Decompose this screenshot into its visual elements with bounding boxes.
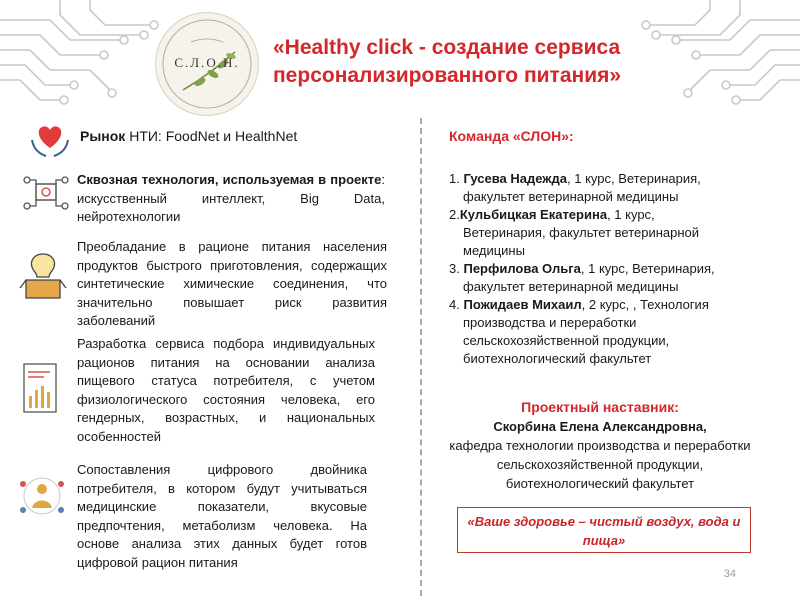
network-gear-icon bbox=[22, 172, 70, 214]
market-line bbox=[80, 128, 297, 144]
team-member bbox=[449, 170, 759, 206]
problem-paragraph: Преобладание в рационе питания населения продуктов быстрого приготовления, содержащих синтетические химические соединения, что значительно повышает риск развития заболеваний bbox=[77, 239, 387, 329]
member-name: Кульбицкая Екатерина bbox=[459, 207, 608, 222]
team-member bbox=[449, 206, 759, 260]
technology-label: Сквозная технология, используемая в проекте bbox=[77, 172, 382, 187]
digital-twin-paragraph: Сопоставления цифрового двойника потребителя, в котором будут учитываться медицинские показатели, вкусовые предпочтения, метаболизм человека. На основе анализа этих данных будет готов цифровой рацион питания bbox=[77, 462, 367, 570]
member-faculty: Ветеринария, факультет ветеринарной медицины bbox=[463, 225, 700, 258]
heart-hands-icon bbox=[28, 118, 72, 158]
team-title: Команда «СЛОН»: bbox=[449, 128, 574, 144]
page-number: 34 bbox=[723, 568, 736, 580]
report-chart-icon bbox=[20, 360, 60, 416]
lightbulb-box-icon bbox=[18, 250, 68, 302]
member-faculty: факультет ветеринарной медицины bbox=[463, 189, 679, 204]
member-info: , 1 курс, bbox=[607, 207, 655, 222]
member-name: Пожидаев Михаил bbox=[463, 297, 582, 312]
technology-text: : искусственный интеллект, Big Data, нейротехнологии bbox=[77, 172, 385, 225]
member-number: 1. bbox=[449, 171, 464, 186]
human-network-icon bbox=[16, 470, 68, 522]
mentor-details: кафедра технологии производства и переработки сельскохозяйственной продукции, биотехнологический факультет bbox=[449, 438, 751, 491]
column-divider bbox=[420, 118, 422, 596]
mentor-name: Скорбина Елена Александровна, bbox=[493, 419, 707, 434]
team-list bbox=[449, 170, 759, 368]
member-info: , 1 курс, Ветеринария, bbox=[567, 171, 701, 186]
technology-paragraph bbox=[77, 171, 385, 227]
member-faculty: производства и переработки сельскохозяйственной продукции, биотехнологический факультет bbox=[463, 315, 670, 366]
team-member bbox=[449, 296, 759, 368]
team-member bbox=[449, 260, 759, 296]
member-number: 2. bbox=[449, 207, 460, 222]
member-info: , 2 курс, , Технология bbox=[581, 297, 709, 312]
mentor-block bbox=[440, 398, 760, 493]
mentor-title: Проектный наставник: bbox=[521, 399, 679, 415]
member-name: Гусева Надежда bbox=[463, 171, 567, 186]
market-label: Рынок bbox=[80, 128, 126, 144]
member-number: 4. bbox=[449, 297, 464, 312]
market-value: НТИ: FoodNet и HealthNet bbox=[125, 128, 298, 144]
motto-box: «Ваше здоровье – чистый воздух, вода и пища» bbox=[457, 507, 751, 553]
logo-text: С.Л.О.Н. bbox=[174, 55, 240, 70]
member-name: Перфилова Ольга bbox=[463, 261, 581, 276]
solution-paragraph: Разработка сервиса подбора индивидуальных рационов питания на основании анализа пищевого статуса потребителя, с учетом физиологического состояния человека, его гендерных, возрастных, и национальных особенностей bbox=[77, 336, 375, 444]
member-number: 3. bbox=[449, 261, 464, 276]
slide-title: «Healthy click - создание сервиса персонализированного питания» bbox=[273, 36, 622, 87]
member-info: , 1 курс, Ветеринария, bbox=[580, 261, 715, 276]
member-faculty: факультет ветеринарной медицины bbox=[463, 279, 679, 294]
team-logo bbox=[155, 12, 259, 116]
